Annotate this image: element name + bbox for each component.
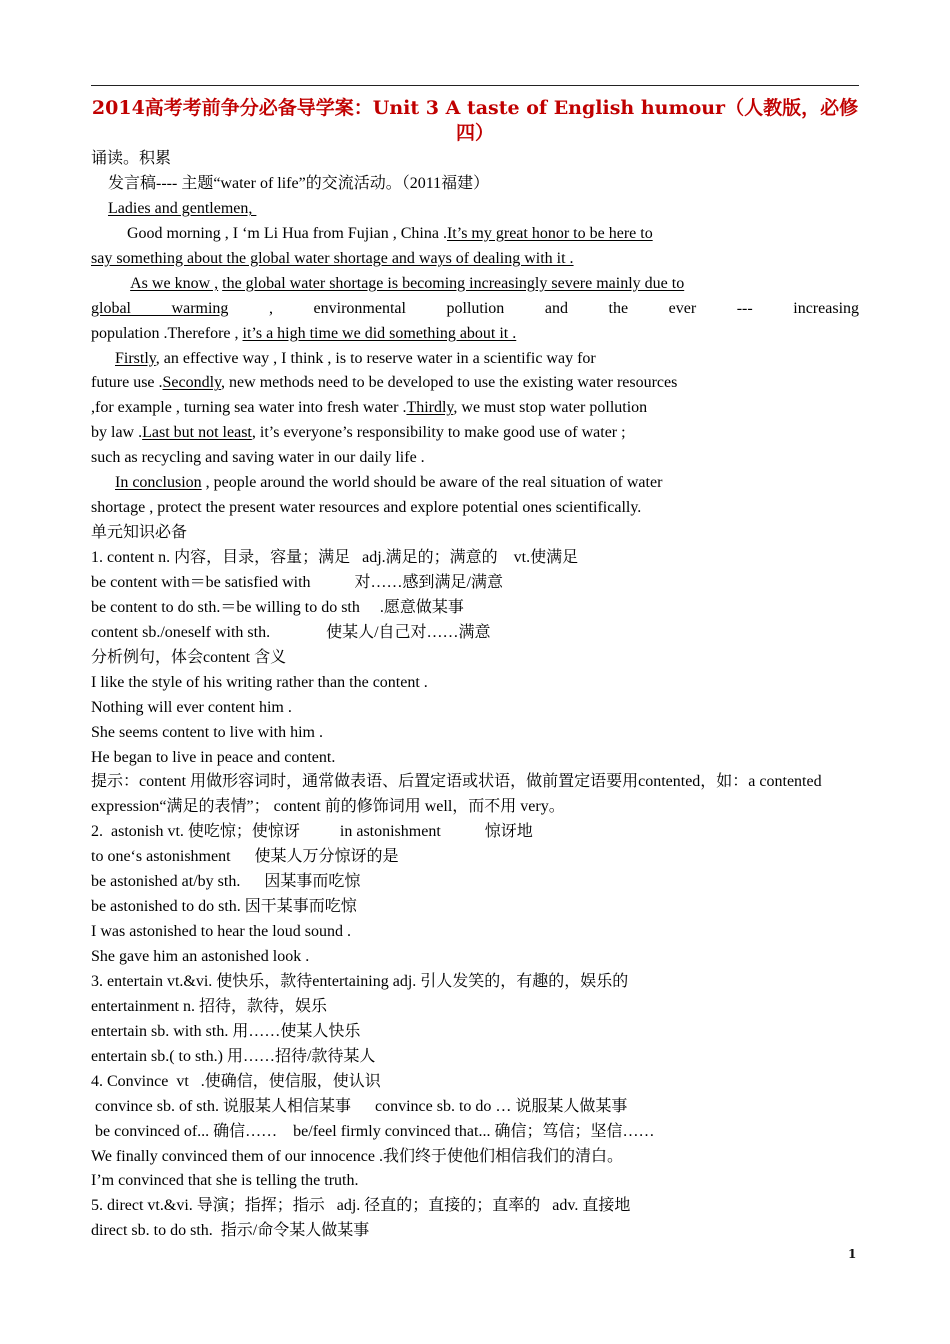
speech-p2-line1: As we know , the global water shortage is becoming increasingly severe mainly due to	[130, 274, 685, 292]
vocab-content-example4: He began to live in peace and content.	[91, 748, 336, 766]
vocab-content-phrase2: be content to do sth.＝be willing to do sth .愿意做某事	[91, 598, 464, 616]
speech-p4-line1: In conclusion , people around the world should be aware of the real situation of water	[115, 474, 663, 492]
section-heading-reading: 诵读。积累	[91, 150, 172, 167]
vocab-entertain-def: 3. entertain vt.&vi. 使快乐，款待entertaining adj. 引人发笑的，有趣的，娱乐的	[91, 972, 629, 990]
vocab-content-phrase1: be content with＝be satisfied with 对……感到满足/满意	[91, 573, 503, 591]
vocab-convince-phrase1: convince sb. of sth. 说服某人相信某事 convince sb. to do … 说服某人做某事	[91, 1097, 628, 1115]
vocab-astonish-example1: I was astonished to hear the loud sound .	[91, 923, 351, 941]
vocab-content-def: 1. content n. 内容，目录，容量；满足 adj.满足的；满意的 vt.使满足	[91, 549, 579, 566]
header-rule	[91, 85, 859, 86]
vocab-direct-phrase1: direct sb. to do sth. 指示/命令某人做某事	[91, 1222, 370, 1240]
speech-p3-line4: by law .Last but not least, it’s everyone’s responsibility to make good use of water ;	[91, 424, 626, 442]
vocab-convince-example1: We finally convinced them of our innocence .我们终于使他们相信我们的清白。	[91, 1147, 623, 1165]
document-title: 2014高考考前争分必备导学案：Unit 3 A taste of English humour（人教版，必修四）	[91, 97, 859, 144]
speech-greeting	[91, 197, 859, 222]
speech-p4-line2: shortage , protect the present water resources and explore potential ones scientifically.	[91, 499, 642, 517]
vocab-convince-example2: I’m convinced that she is telling the truth.	[91, 1172, 359, 1190]
speech-p3-line2: future use .Secondly, new methods need to be developed to use the existing water resources	[91, 374, 678, 392]
vocab-content-phrase3: content sb./oneself with sth. 使某人/自己对……满意	[91, 623, 491, 641]
vocab-astonish-phrase1: to one‘s astonishment 使某人万分惊讶的是	[91, 848, 399, 866]
vocab-content-instruction: 分析例句，体会content 含义	[91, 648, 287, 666]
speech-p1-line2: say something about the global water shortage and ways of dealing with it .	[91, 249, 574, 267]
document-body	[91, 147, 859, 1244]
vocab-entertain-phrase1: entertain sb. with sth. 用……使某人快乐	[91, 1022, 361, 1040]
greeting-text: Ladies and gentlemen,	[108, 199, 257, 217]
vocab-content-tip1: 提示：content 用做形容词时，通常做表语、后置定语或状语，做前置定语要用contented，如：a contented	[91, 773, 822, 791]
speech-intro: 发言稿---- 主题“water of life”的交流活动。（2011福建）	[108, 174, 490, 192]
page-number: 1	[848, 1247, 857, 1261]
vocab-entertain-phrase2: entertain sb.( to sth.) 用……招待/款待某人	[91, 1047, 376, 1065]
vocab-astonish-def: 2. astonish vt. 使吃惊；使惊讶 in astonishment 惊讶地	[91, 823, 533, 841]
speech-p1-line1: Good morning , I ‘m Li Hua from Fujian , China .It’s my great honor to be here to	[127, 224, 653, 242]
vocab-entertain-noun: entertainment n. 招待，款待，娱乐	[91, 997, 327, 1015]
vocab-direct-def: 5. direct vt.&vi. 导演；指挥；指示 adj. 径直的；直接的；直率的 adv. 直接地	[91, 1197, 631, 1215]
vocab-convince-def: 4. Convince vt .使确信，使信服，使认识	[91, 1072, 381, 1090]
section-heading-knowledge: 单元知识必备	[91, 524, 188, 542]
speech-p2-line2: global warming , environmental pollution and the ever --- increasing	[91, 299, 860, 317]
vocab-astonish-example2: She gave him an astonished look .	[91, 948, 310, 965]
vocab-convince-phrase2: be convinced of... 确信…… be/feel firmly convinced that... 确信；笃信；坚信……	[91, 1122, 655, 1140]
speech-p3-line3: ,for example , turning sea water into fresh water .Thirdly, we must stop water pollution	[91, 399, 648, 417]
vocab-astonish-phrase3: be astonished to do sth. 因干某事而吃惊	[91, 898, 357, 916]
speech-p3-line5: such as recycling and saving water in our daily life .	[91, 449, 425, 467]
vocab-content-tip2: expression“满足的表情”； content 前的修饰词用 well，而不用 very。	[91, 798, 565, 816]
vocab-content-example2: Nothing will ever content him .	[91, 698, 292, 716]
vocab-astonish-phrase2: be astonished at/by sth. 因某事而吃惊	[91, 873, 361, 891]
speech-p2-line3: population .Therefore , it’s a high time we did something about it .	[91, 324, 517, 342]
vocab-content-example3: She seems content to live with him .	[91, 723, 323, 741]
vocab-content-example1: I like the style of his writing rather than the content .	[91, 673, 428, 691]
speech-p3-line1: Firstly, an effective way , I think , is to reserve water in a scientific way for	[115, 349, 596, 367]
